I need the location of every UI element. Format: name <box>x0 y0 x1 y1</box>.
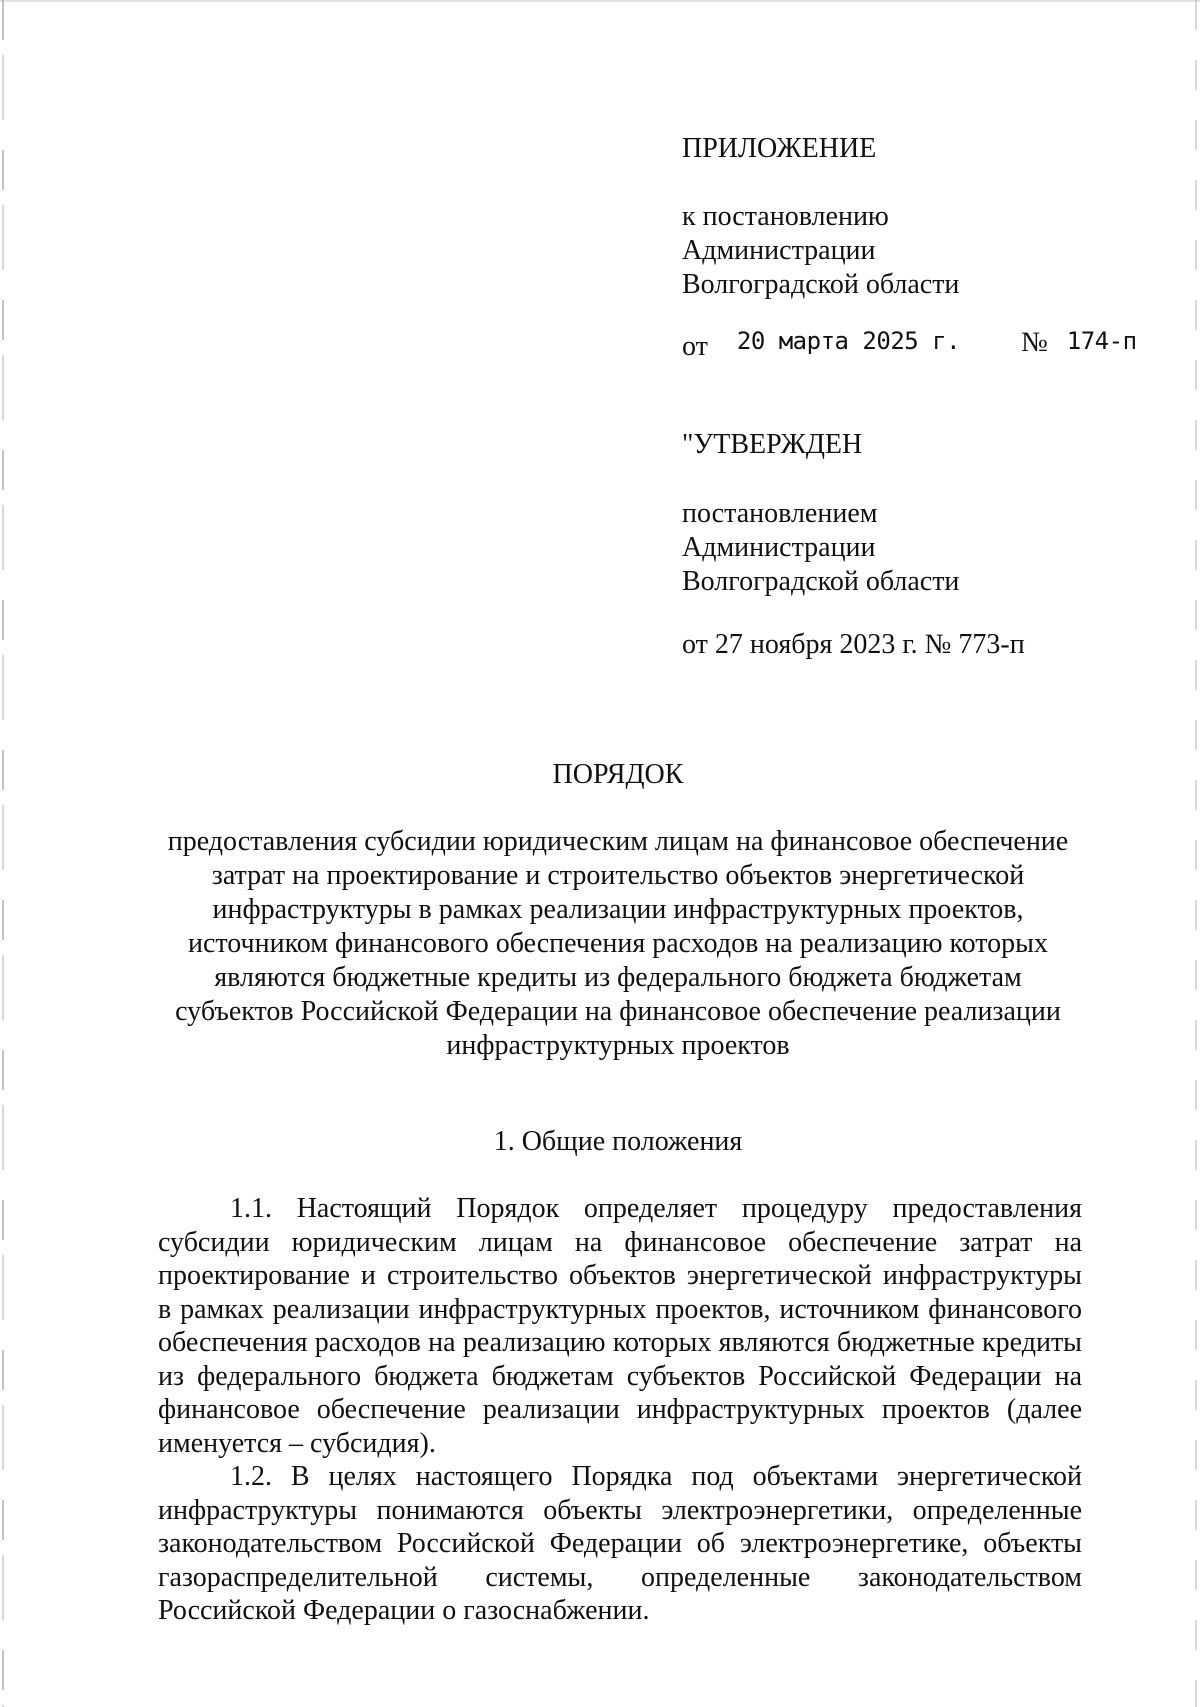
number-prefix: № <box>1021 327 1048 358</box>
appendix-date-line <box>682 327 1137 364</box>
approved-line: Волгоградской области <box>682 566 960 597</box>
approved-line: Администрации <box>682 532 876 563</box>
scan-edge-right <box>1195 0 1197 1707</box>
approved-title: "УТВЕРЖДЕН <box>682 429 863 460</box>
subtitle-line: инфраструктуры в рамках реализации инфраструктурных проектов, <box>212 894 1024 925</box>
appendix-line: Администрации <box>682 235 876 266</box>
scan-edge-top <box>0 0 1200 2</box>
appendix-date: 20 марта 2025 г. <box>736 327 961 355</box>
approved-date-line: от 27 ноября 2023 г. № 773-п <box>682 629 1025 660</box>
scan-edge-left <box>2 0 4 1707</box>
document-title: ПОРЯДОК <box>552 759 684 790</box>
appendix-title: ПРИЛОЖЕНИЕ <box>682 133 877 164</box>
subtitle-line: предоставления субсидии юридическим лицам на финансовое обеспечение <box>167 826 1069 857</box>
appendix-reference <box>682 200 959 302</box>
subtitle-line: субъектов Российской Федерации на финансовое обеспечение реализации <box>175 996 1061 1027</box>
approved-line: постановлением <box>682 498 878 529</box>
approved-reference <box>682 497 959 599</box>
date-prefix: от <box>682 331 708 362</box>
paragraph-1-1: 1.1. Настоящий Порядок определяет процедуру предоставления субсидии юридическим лицам на финансовое обеспечение затрат на проектирование и строительство объектов энергетической инфраструктуры в рамках реализации инфраструктурных проектов, источником финансового обеспечения расходов на реализацию которых являются бюджетные кредиты из федерального бюджета бюджетам субъектов Российской Федерации на финансовое обеспечение реализации инфраструктурных проектов (далее именуется – субсидия). <box>158 1193 1082 1459</box>
paragraph-1-2: 1.2. В целях настоящего Порядка под объектами энергетической инфраструктуры понимаются объекты электроэнергетики, определенные законодательством Российской Федерации об электроэнергетике, объекты газораспределительной системы, определенные законодательством Российской Федерации о газоснабжении. <box>158 1461 1082 1626</box>
subtitle-line: затрат на проектирование и строительство объектов энергетической <box>211 860 1025 891</box>
subtitle-line: являются бюджетные кредиты из федерального бюджета бюджетам <box>214 962 1022 993</box>
subtitle-line: источником финансового обеспечения расходов на реализацию которых <box>187 928 1048 959</box>
appendix-line: к постановлению <box>682 201 889 232</box>
appendix-number: 174-п <box>1066 327 1137 355</box>
section-body <box>158 1192 1082 1628</box>
document-subtitle <box>150 825 1086 1063</box>
subtitle-line: инфраструктурных проектов <box>446 1030 790 1061</box>
section-heading: 1. Общие положения <box>493 1126 743 1157</box>
appendix-line: Волгоградской области <box>682 269 960 300</box>
